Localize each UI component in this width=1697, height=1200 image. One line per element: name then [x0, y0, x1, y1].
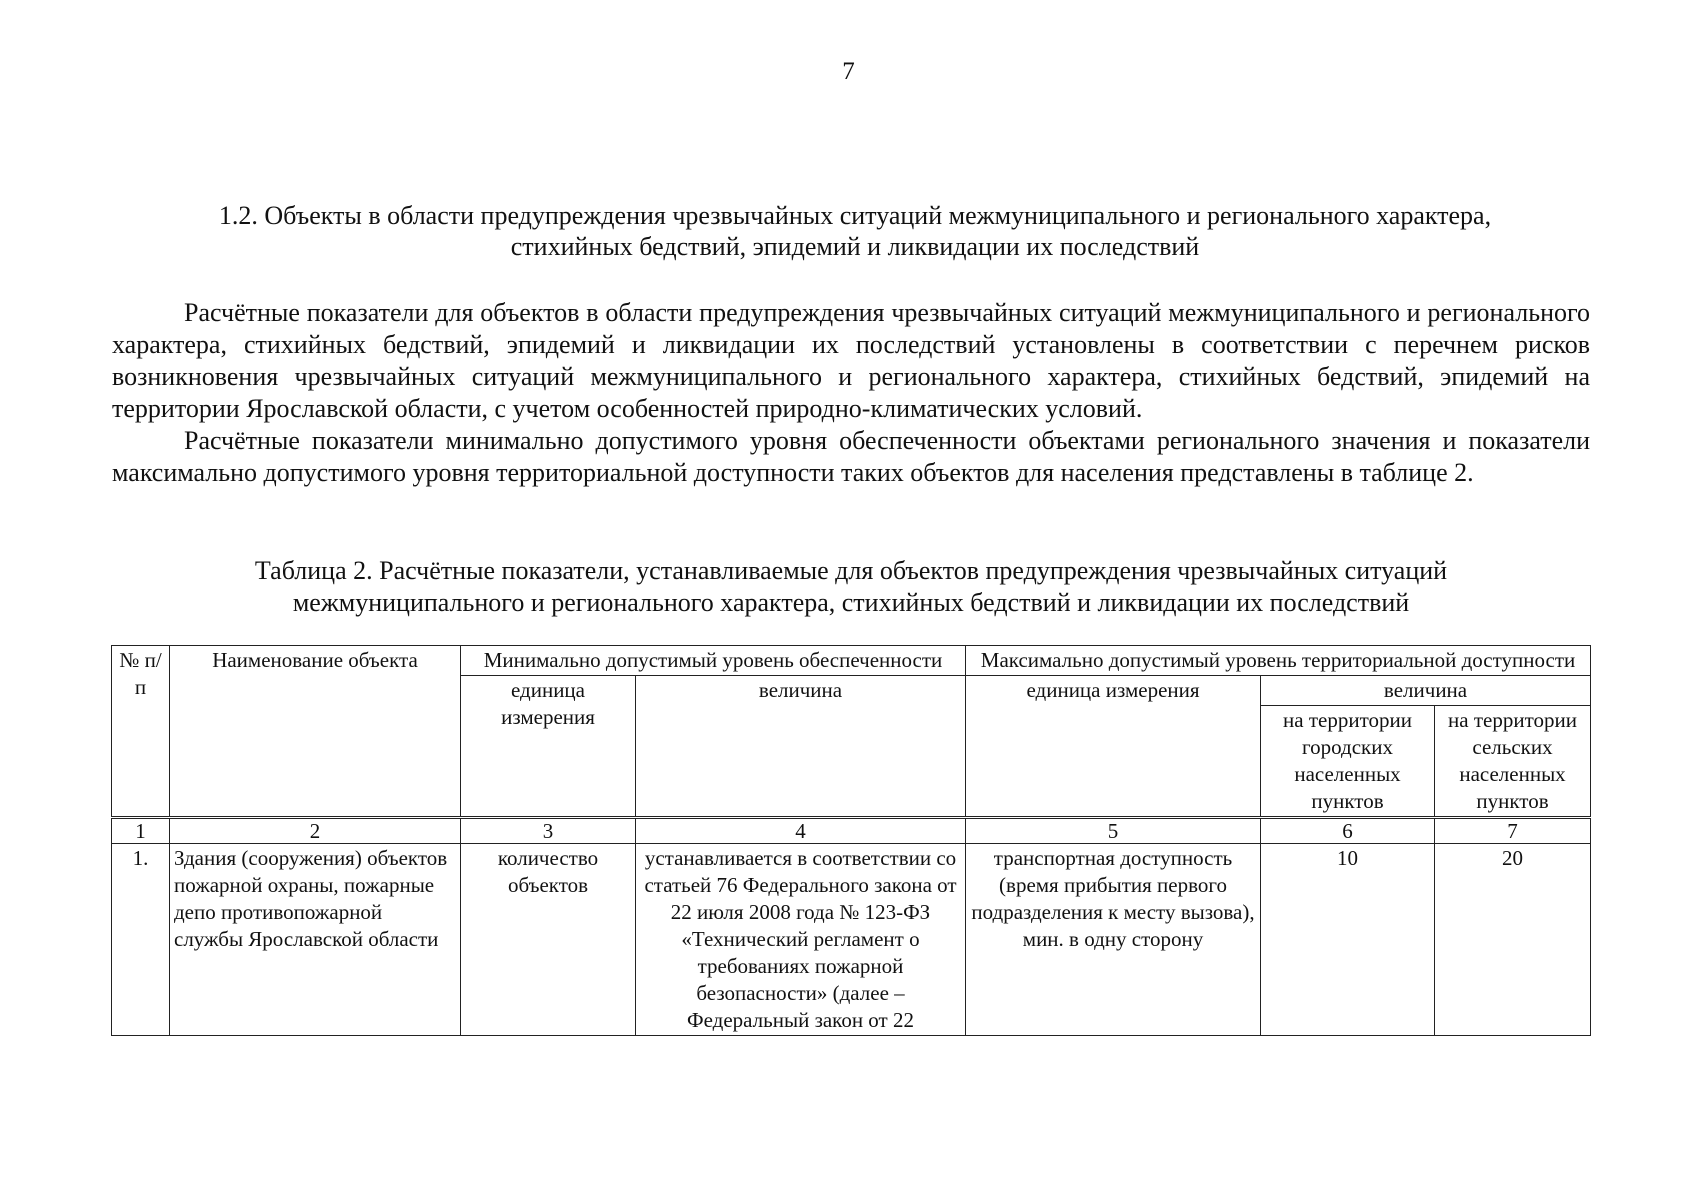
table-row — [112, 844, 1591, 1036]
page-number: 7 — [842, 58, 855, 85]
row-urban: 10 — [1261, 844, 1435, 1036]
data-table — [111, 645, 1591, 1036]
column-number: 7 — [1435, 818, 1591, 844]
header-min-unit: единица измерения — [461, 676, 636, 818]
header-min-group: Минимально допустимый уровень обеспеченности — [461, 646, 966, 676]
column-number-row — [112, 818, 1591, 844]
section-heading-line-2: стихийных бедствий, эпидемий и ликвидации их последствий — [510, 232, 1200, 261]
paragraph-1: Расчётные показатели для объектов в области предупреждения чрезвычайных ситуаций межмуниципального и регионального характера, стихийных бедствий, эпидемий и ликвидации их последствий установлены в соответствии с перечнем рисков возникновения чрезвычайных ситуаций межмуниципального и регионального характера, стихийных бедствий, эпидемий на территории Ярославской области, с учетом особенностей природно-климатических условий. — [112, 298, 1590, 423]
header-max-unit: единица измерения — [966, 676, 1261, 818]
section-heading-line-1: 1.2. Объекты в области предупреждения чрезвычайных ситуаций межмуниципального и регионального характера, — [218, 201, 1492, 230]
header-max-group: Максимально допустимый уровень территориальной доступности — [966, 646, 1591, 676]
header-num: № п/п — [112, 646, 170, 818]
row-max-unit: транспортная доступность (время прибытия первого подразделения к месту вызова), мин. в одну сторону — [966, 844, 1261, 1036]
header-rural: на территории сельских населенных пунктов — [1435, 706, 1591, 818]
header-urban: на территории городских населенных пунктов — [1261, 706, 1435, 818]
row-name: Здания (сооружения) объектов пожарной охраны, пожарные депо противопожарной службы Ярославской области — [170, 844, 461, 1036]
table-caption — [112, 555, 1590, 619]
row-min-value: устанавливается в соответствии со статьей 76 Федерального закона от 22 июля 2008 года № 123-ФЗ «Технический регламент о требованиях пожарной безопасности» (далее – Федеральный закон от 22 — [636, 844, 966, 1036]
header-row-1 — [112, 646, 1591, 676]
row-rural: 20 — [1435, 844, 1591, 1036]
column-number: 4 — [636, 818, 966, 844]
paragraph-2: Расчётные показатели минимально допустимого уровня обеспеченности объектами регионального значения и показатели максимально допустимого уровня территориальной доступности таких объектов для населения представлены в таблице 2. — [112, 426, 1590, 487]
header-max-value: величина — [1261, 676, 1591, 706]
row-min-unit: количество объектов — [461, 844, 636, 1036]
column-number: 2 — [170, 818, 461, 844]
column-number: 5 — [966, 818, 1261, 844]
header-name: Наименование объекта — [170, 646, 461, 818]
table-caption-line-1: Таблица 2. Расчётные показатели, устанавливаемые для объектов предупреждения чрезвычайных ситуаций — [254, 556, 1448, 585]
section-heading — [120, 200, 1590, 262]
table-caption-line-2: межмуниципального и регионального характера, стихийных бедствий и ликвидации их последствий — [292, 588, 1410, 617]
header-min-value: величина — [636, 676, 966, 818]
column-number: 6 — [1261, 818, 1435, 844]
column-number: 3 — [461, 818, 636, 844]
column-number: 1 — [112, 818, 170, 844]
row-num: 1. — [112, 844, 170, 1036]
